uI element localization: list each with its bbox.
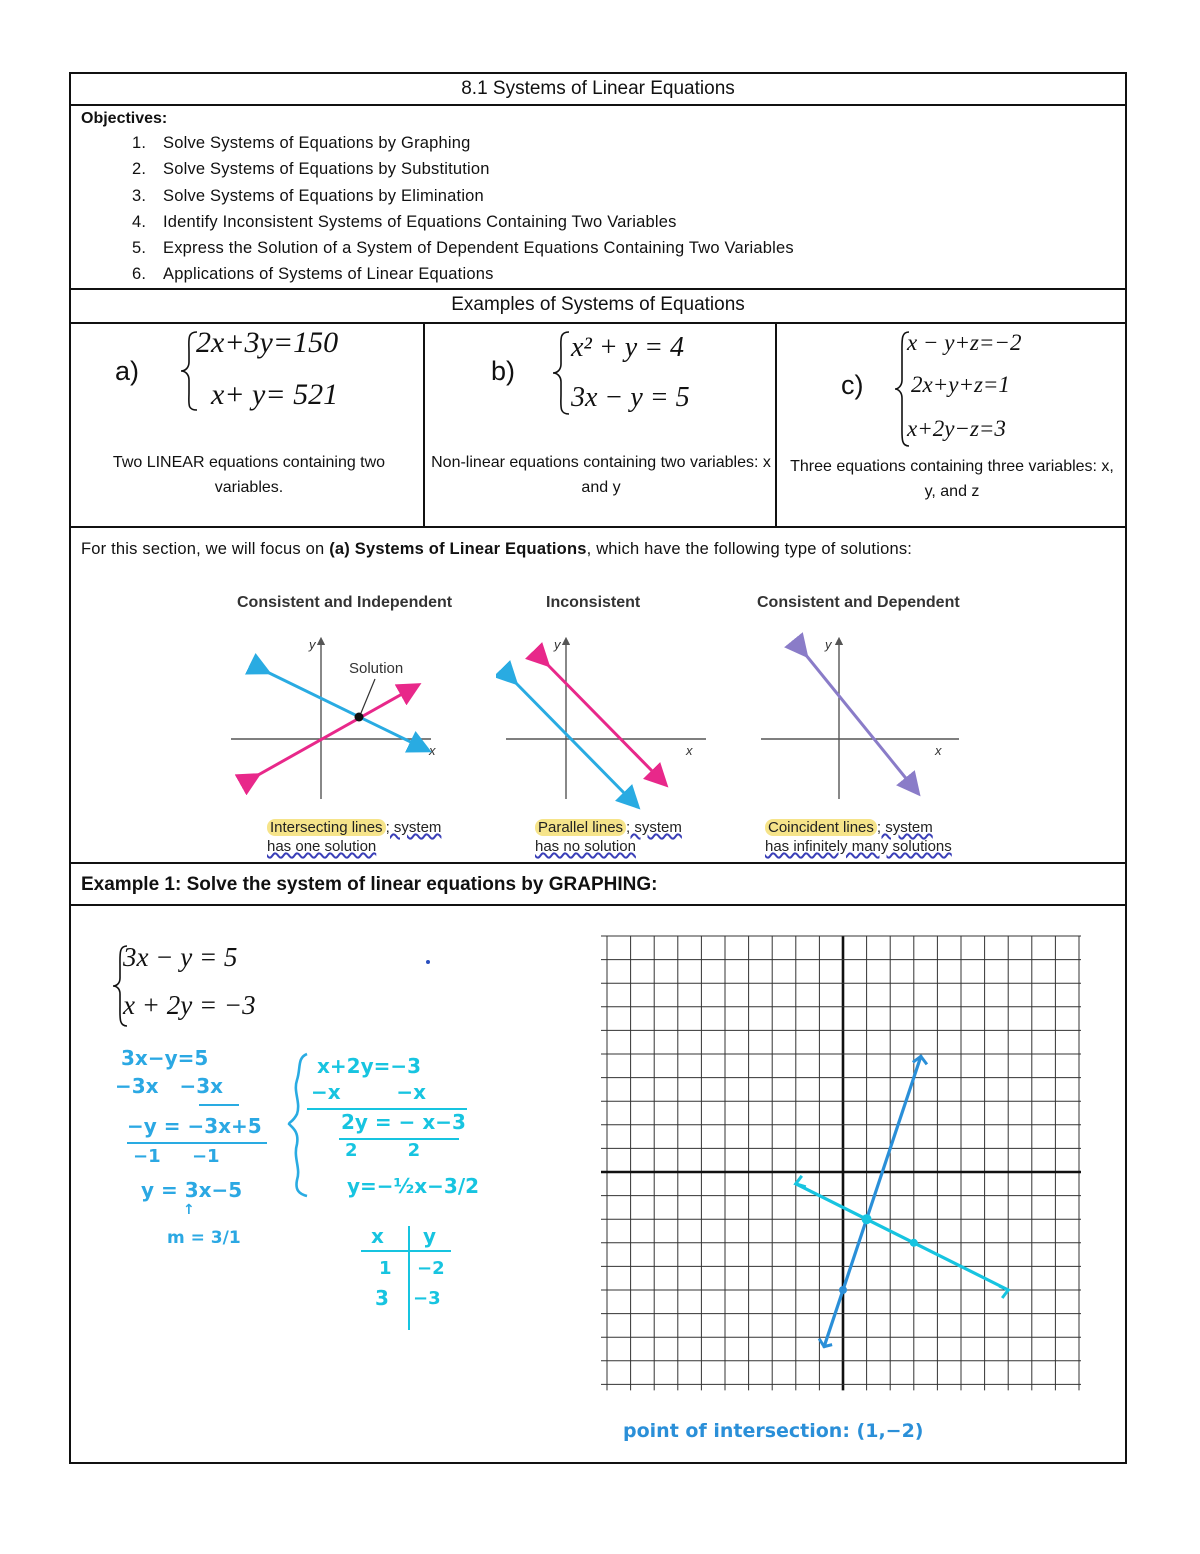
hand-work: −x −x (311, 1080, 427, 1104)
plotted-point (839, 1286, 847, 1294)
caption-highlight: Parallel lines (535, 819, 626, 836)
graph-intersecting (221, 629, 441, 819)
hand-work: y = 3x−5 (141, 1178, 243, 1202)
hand-work: −1 −1 (133, 1146, 220, 1167)
hand-work: −3x −3x (115, 1074, 224, 1098)
example-c-caption: Three equations containing three variables: x, y, and z (790, 458, 1114, 500)
hand-work: 3x−y=5 (121, 1046, 209, 1070)
objectives-heading: Objectives: (81, 110, 168, 127)
table-cell: −2 (417, 1258, 445, 1279)
caption-text: has infinitely many solutions (765, 838, 952, 855)
x-label: x (935, 743, 942, 758)
examples-heading: Examples of Systems of Equations (451, 294, 745, 315)
example-c-label: c) (841, 370, 864, 400)
y-label: y (554, 637, 561, 652)
graph-caption (267, 818, 441, 856)
objective-item: 5. Express the Solution of a System of Dependent Equations Containing Two Variables (151, 235, 1115, 261)
equation: x+2y−z=3 (907, 416, 1006, 441)
objective-item: 6. Applications of Systems of Linear Equations (151, 261, 1115, 287)
intersection-point (862, 1214, 872, 1224)
page-title: 8.1 Systems of Linear Equations (461, 78, 735, 99)
annotation-leader (361, 679, 375, 713)
caption-text: has one solution (267, 838, 377, 855)
table-cell: 1 (379, 1258, 392, 1279)
coordinate-grid (601, 932, 1081, 1396)
graph-parallel (496, 629, 716, 819)
divider (423, 322, 425, 526)
line-purple (801, 649, 913, 787)
graph-coincident (759, 629, 979, 819)
hand-work: 2y = − x−3 (341, 1110, 466, 1134)
focus-text: , which have the following type of solutions: (586, 540, 913, 558)
objective-item: 2. Solve Systems of Equations by Substitution (151, 156, 1115, 182)
line-y-equals-3x-minus-5 (824, 1056, 921, 1346)
focus-sentence (81, 540, 912, 559)
arrow-icon: ↑ (183, 1202, 195, 1218)
caption-highlight: Coincident lines (765, 819, 877, 836)
focus-bold: (a) Systems of Linear Equations (329, 540, 587, 558)
line-blue (261, 669, 421, 747)
ink-dot (426, 960, 430, 964)
objectives-section (71, 106, 1125, 292)
graph-caption (765, 818, 952, 856)
caption-text: ; system (385, 819, 442, 836)
caption-text: ; system (626, 819, 682, 836)
solution-point (355, 713, 364, 722)
table-rule (361, 1250, 451, 1252)
focus-text: For this section, we will focus on (81, 540, 330, 558)
answer-text: point of intersection: (1,−2) (623, 1420, 924, 1442)
hand-work: y=−½x−3/2 (347, 1174, 480, 1198)
table-header: x (371, 1224, 384, 1248)
arrow-icon (999, 1286, 1008, 1298)
line-y-equals-neg-half-x-minus-1.5 (796, 1184, 1008, 1290)
y-label: y (309, 637, 316, 652)
equation: x+ y= 521 (211, 378, 339, 411)
x-label: x (429, 743, 436, 758)
equation: x + 2y = −3 (123, 990, 256, 1020)
example1-heading: Example 1: Solve the system of linear equations by GRAPHING: (81, 874, 658, 895)
graph-heading: Consistent and Independent (237, 594, 453, 611)
divider (71, 862, 1125, 864)
hand-work: x+2y=−3 (317, 1054, 422, 1078)
table-header: y (423, 1224, 437, 1248)
objectives-list (81, 130, 1115, 288)
equation: x² + y = 4 (571, 332, 685, 363)
table-cell: −3 (413, 1288, 441, 1309)
objective-item: 4. Identify Inconsistent Systems of Equations Containing Two Variables (151, 209, 1115, 235)
equation: 3x − y = 5 (123, 942, 238, 972)
objective-item: 1. Solve Systems of Equations by Graphing (151, 130, 1115, 156)
graph-heading: Inconsistent (546, 594, 641, 611)
table-rule (408, 1226, 410, 1330)
example-a-caption: Two LINEAR equations containing two variables. (112, 454, 386, 496)
graph-heading: Consistent and Dependent (757, 594, 960, 611)
equation: x − y+z=−2 (907, 330, 1022, 355)
caption-highlight: Intersecting lines (267, 819, 386, 836)
equation: 3x − y = 5 (571, 382, 690, 413)
equation: 2x+3y=150 (196, 326, 339, 359)
caption-text: has no solution (535, 838, 636, 855)
table-cell: 3 (375, 1286, 389, 1310)
example-a-label: a) (115, 356, 140, 386)
equation: 2x+y+z=1 (911, 372, 1010, 397)
divider (775, 322, 777, 526)
objective-item: 3. Solve Systems of Equations by Elimination (151, 183, 1115, 209)
plotted-point (910, 1239, 918, 1247)
solution-annotation: Solution (349, 660, 404, 677)
arrow-icon (796, 1176, 806, 1187)
divider (71, 322, 1125, 324)
divider (71, 904, 1125, 906)
divider (71, 526, 1125, 528)
line-magenta (542, 659, 660, 779)
brace-icon (287, 1050, 311, 1198)
x-label: x (686, 743, 693, 758)
graph-caption (535, 818, 682, 856)
example-b-caption: Non-linear equations containing two variables: x and y (431, 454, 771, 496)
hand-work: 2 2 (345, 1140, 421, 1161)
y-label: y (825, 637, 832, 652)
caption-text: ; system (876, 819, 933, 836)
worksheet (69, 72, 1127, 1464)
example-b-label: b) (491, 356, 516, 386)
hand-underline (199, 1104, 239, 1106)
hand-work: −y = −3x+5 (127, 1114, 262, 1138)
hand-underline (127, 1142, 267, 1144)
hand-work: m = 3/1 (167, 1228, 241, 1248)
